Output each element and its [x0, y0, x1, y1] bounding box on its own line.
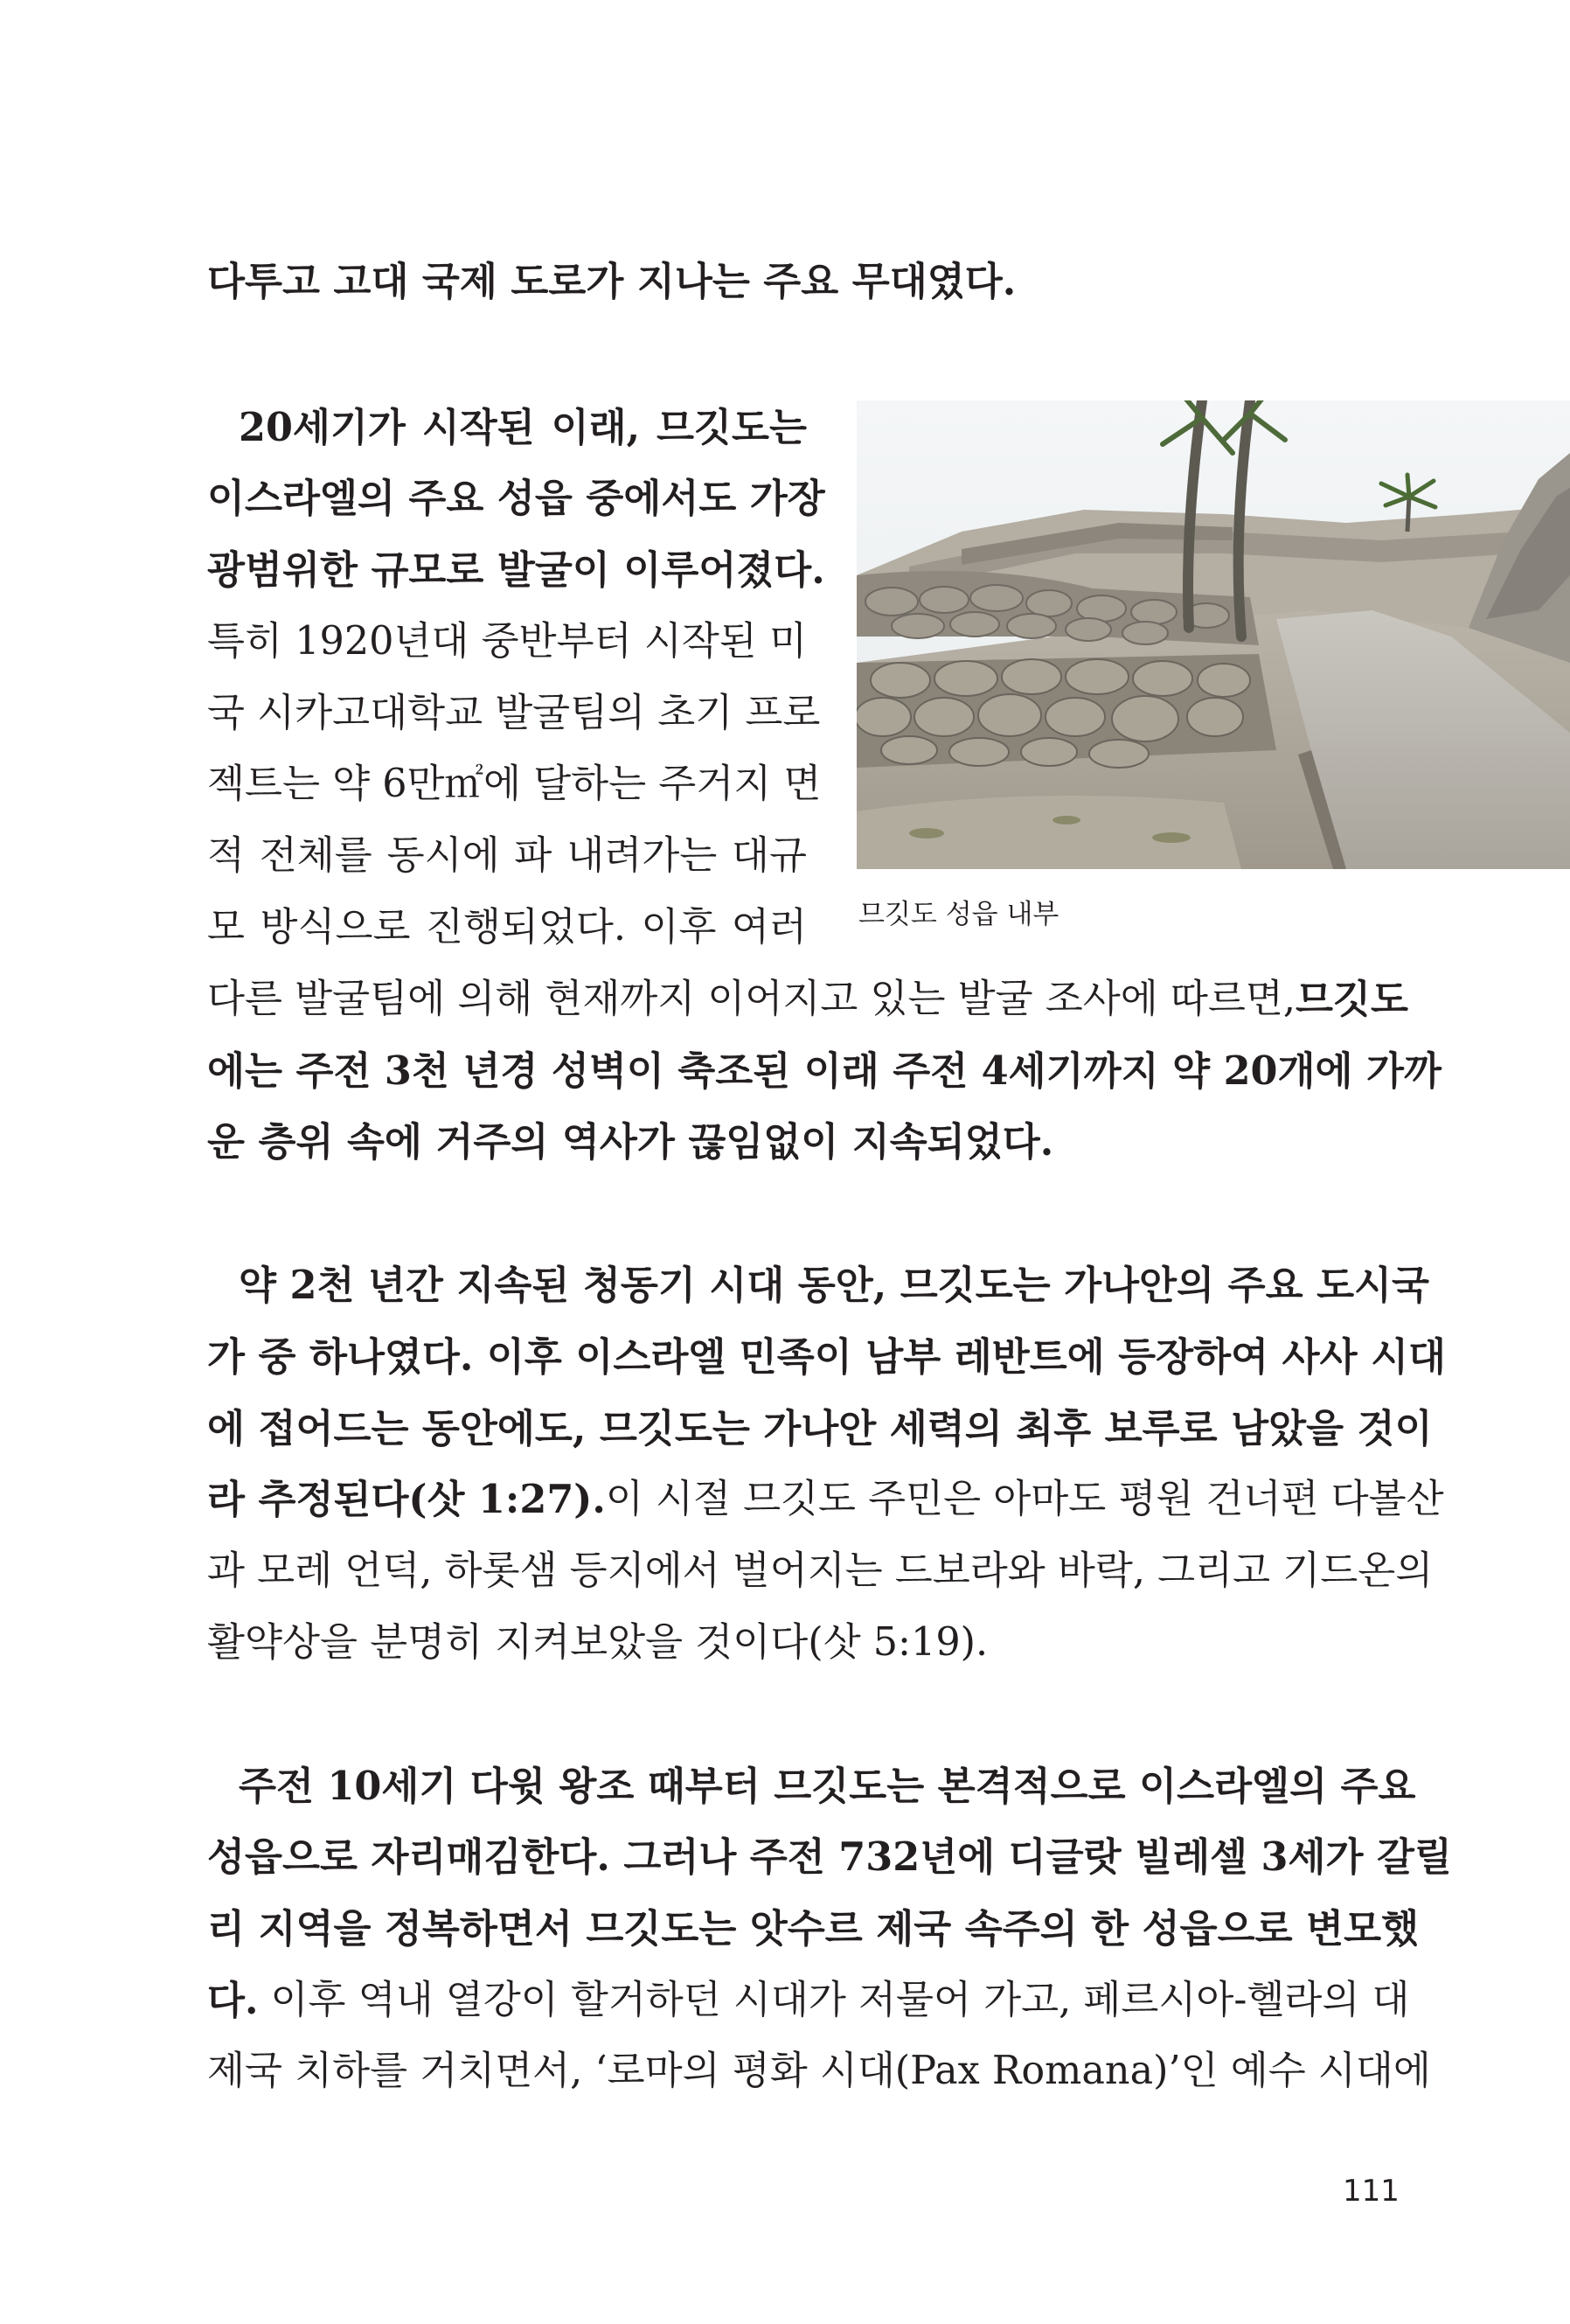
- text-line: 광범위한 규모로 발굴이 이루어졌다.: [207, 547, 825, 593]
- text-line: 과 모레 언덕, 하롯샘 등지에서 벌어지는 드보라와 바락, 그리고 기드온의: [207, 1548, 1434, 1593]
- text-line: 20세기가 시작된 이래, 므깃도는: [239, 405, 807, 450]
- text-line: 가 중 하나였다. 이후 이스라엘 민족이 남부 레반트에 등장하여 사사 시대: [207, 1334, 1447, 1380]
- text-segment: 므깃도: [1295, 977, 1408, 1022]
- text-segment: 이후 역내 열강이 할거하던 시대가 저물어 가고, 페르시아-헬라의 대: [270, 1978, 1410, 2022]
- text-line: 약 2천 년간 지속된 청동기 시대 동안, 므깃도는 가나안의 주요 도시국: [239, 1263, 1430, 1308]
- text-line: 특히 1920년대 중반부터 시작된 미: [207, 619, 807, 664]
- text-line: 성읍으로 자리매김한다. 그러나 주전 732년에 디글랏 빌레셀 3세가 갈릴: [207, 1834, 1452, 1880]
- text-line: 적 전체를 동시에 파 내려가는 대규: [207, 833, 807, 878]
- figure-caption: 므깃도 성읍 내부: [858, 899, 1059, 930]
- text-line: 에는 주전 3천 년경 성벽이 축조된 이래 주전 4세기까지 약 20개에 가까: [207, 1048, 1441, 1094]
- text-line: 국 시카고대학교 발굴팀의 초기 프로: [207, 691, 821, 735]
- text-line: 이스라엘의 주요 성읍 중에서도 가장: [207, 476, 825, 521]
- text-segment: 다.: [207, 1978, 259, 2023]
- text-line: [207, 977, 1408, 1022]
- text-line: 리 지역을 정복하면서 므깃도는 앗수르 제국 속주의 한 성읍으로 변모했: [207, 1906, 1420, 1952]
- text-segment: 이 시절 므깃도 주민은 아마도 평원 건너편 다볼산: [605, 1477, 1444, 1521]
- text-line: 활약상을 분명히 지켜보았을 것이다(삿 5:19).: [207, 1620, 989, 1665]
- text-line: [207, 1978, 1410, 2023]
- text-line: 운 층위 속에 거주의 역사가 끊임없이 지속되었다.: [207, 1119, 1054, 1165]
- text-line: 다투고 고대 국제 도로가 지나는 주요 무대였다.: [207, 259, 1017, 304]
- text-line: 에 접어드는 동안에도, 므깃도는 가나안 세력의 최후 보루로 남았을 것이: [207, 1406, 1433, 1451]
- text-line: [207, 1477, 1444, 1522]
- text-segment: 라 추정된다(삿 1:27).: [207, 1477, 606, 1522]
- text-line: 제국 치하를 거치면서, ‘로마의 평화 시대(Pax Romana)’인 예수 시대에: [207, 2049, 1431, 2093]
- photo-illustration: [857, 400, 1570, 869]
- page-number: 111: [1343, 2174, 1400, 2209]
- text-line: 모 방식으로 진행되었다. 이후 여러: [207, 905, 807, 950]
- text-line: 젝트는 약 6만㎡에 달하는 주거지 면: [207, 762, 822, 806]
- figure-photo: [857, 400, 1570, 869]
- text-line: 주전 10세기 다윗 왕조 때부터 므깃도는 본격적으로 이스라엘의 주요: [239, 1764, 1416, 1809]
- text-segment: 다른 발굴팀에 의해 현재까지 이어지고 있는 발굴 조사에 따르면,: [207, 977, 1296, 1021]
